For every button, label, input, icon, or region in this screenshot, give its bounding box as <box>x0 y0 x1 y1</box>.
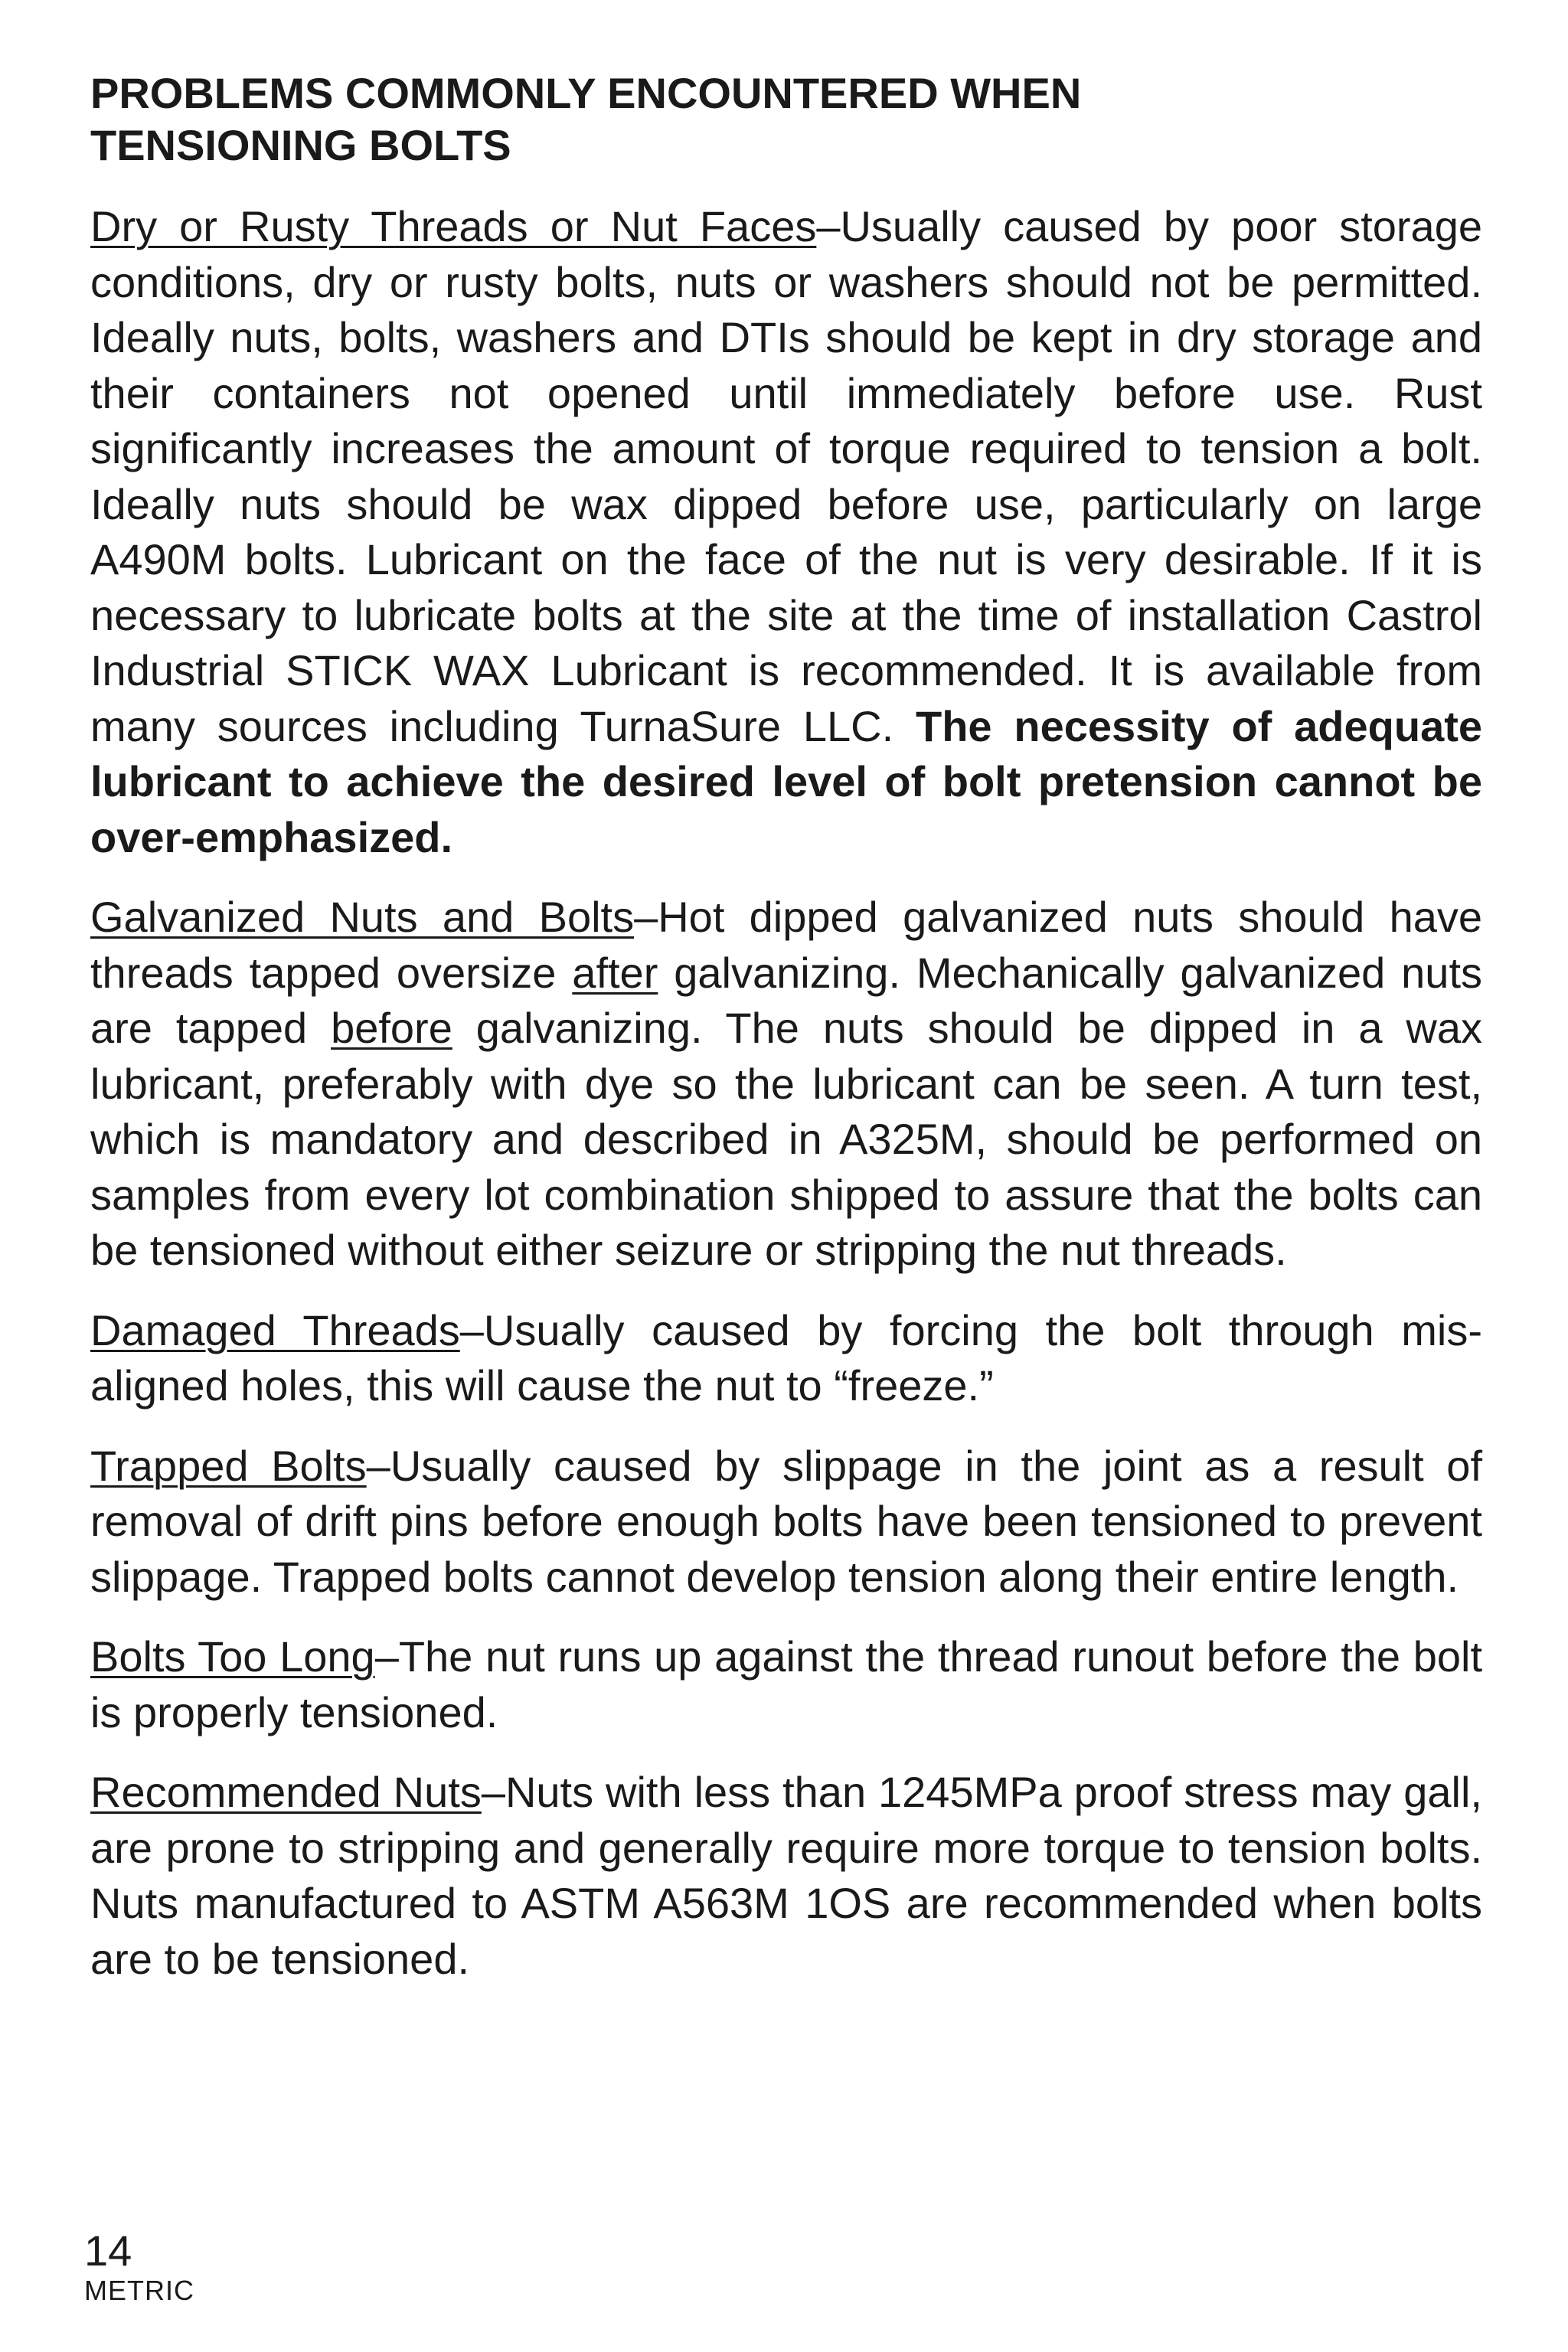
page-number: 14 <box>84 2226 132 2275</box>
section-body: –The nut runs up against the thread runout before the bolt is properly tensioned. <box>90 1632 1482 1736</box>
section-body: –Nuts with less than 1245MPa proof stress may gall, are prone to stripping and generally require more torque to tension bolts. Nuts manufactured to ASTM A563M 1OS are recommended when bolts are to be tensioned. <box>90 1768 1482 1983</box>
section-body: –Usually caused by slippage in the joint as a result of removal of drift pins before enough bolts have been tensioned to prevent slippage. Trapped bolts cannot develop tension along their entire length. <box>90 1441 1483 1601</box>
section-title: Galvanized Nuts and Bolts <box>90 893 635 941</box>
page-content <box>90 67 1482 2011</box>
section-title: Trapped Bolts <box>90 1441 367 1490</box>
section-body: –Usually caused by poor storage conditions, dry or rusty bolts, nuts or washers should not be permitted. Ideally nuts, bolts, washers and DTIs should be kept in dry storage and their containers not opened until immediately before use. Rust significantly increases the amount of torque required to tension a bolt. Ideally nuts should be wax dipped before use, particularly on large A490M bolts. Lubricant on the face of the nut is very desirable. If it is necessary to lubricate bolts at the site at the time of installation Castrol Industrial STICK WAX Lubricant is recommended. It is available from many sources including TurnaSure LLC. <box>90 202 1482 750</box>
section-title: Dry or Rusty Threads or Nut Faces <box>90 202 817 250</box>
section-galvanized-nuts-bolts <box>90 890 1482 1279</box>
section-body: –Usually caused by forcing the bolt through misaligned holes, this will cause the nut to “freeze.” <box>90 1305 1482 1410</box>
section-title: Damaged Threads <box>90 1305 460 1354</box>
section-title: Recommended Nuts <box>90 1768 482 1816</box>
page-footer <box>84 2228 194 2308</box>
section-bolts-too-long <box>90 1629 1482 1740</box>
heading-line-1: PROBLEMS COMMONLY ENCOUNTERED WHEN <box>90 69 1082 117</box>
section-damaged-threads <box>90 1303 1482 1414</box>
section-recommended-nuts <box>90 1765 1482 1987</box>
underlined-word: before <box>331 1004 452 1052</box>
edition-label: METRIC <box>84 2275 194 2306</box>
section-body: galvanizing. The nuts should be dipped in a wax lubricant, preferably with dye so the lubricant can be seen. A turn test, which is mandatory and described in A325M, should be performed on samples from every lot combination shipped to assure that the bolts can be tensioned without either seizure or stripping the nut threads. <box>90 1004 1482 1274</box>
section-body: –Hot dipped galvanized nuts should have threads tapped oversize <box>90 893 1483 997</box>
section-dry-rusty-threads <box>90 199 1482 865</box>
heading-line-2: TENSIONING BOLTS <box>90 121 511 169</box>
section-title: Bolts Too Long <box>90 1632 375 1681</box>
page-heading <box>90 67 1482 172</box>
section-emphasis: The necessity of adequate lubricant to achieve the desired level of bolt pretension cannot be over-emphasized. <box>90 701 1483 861</box>
underlined-word: after <box>572 948 658 997</box>
section-body: galvanizing. Mechanically galvanized nuts are tapped <box>90 948 1483 1052</box>
section-trapped-bolts <box>90 1439 1482 1606</box>
